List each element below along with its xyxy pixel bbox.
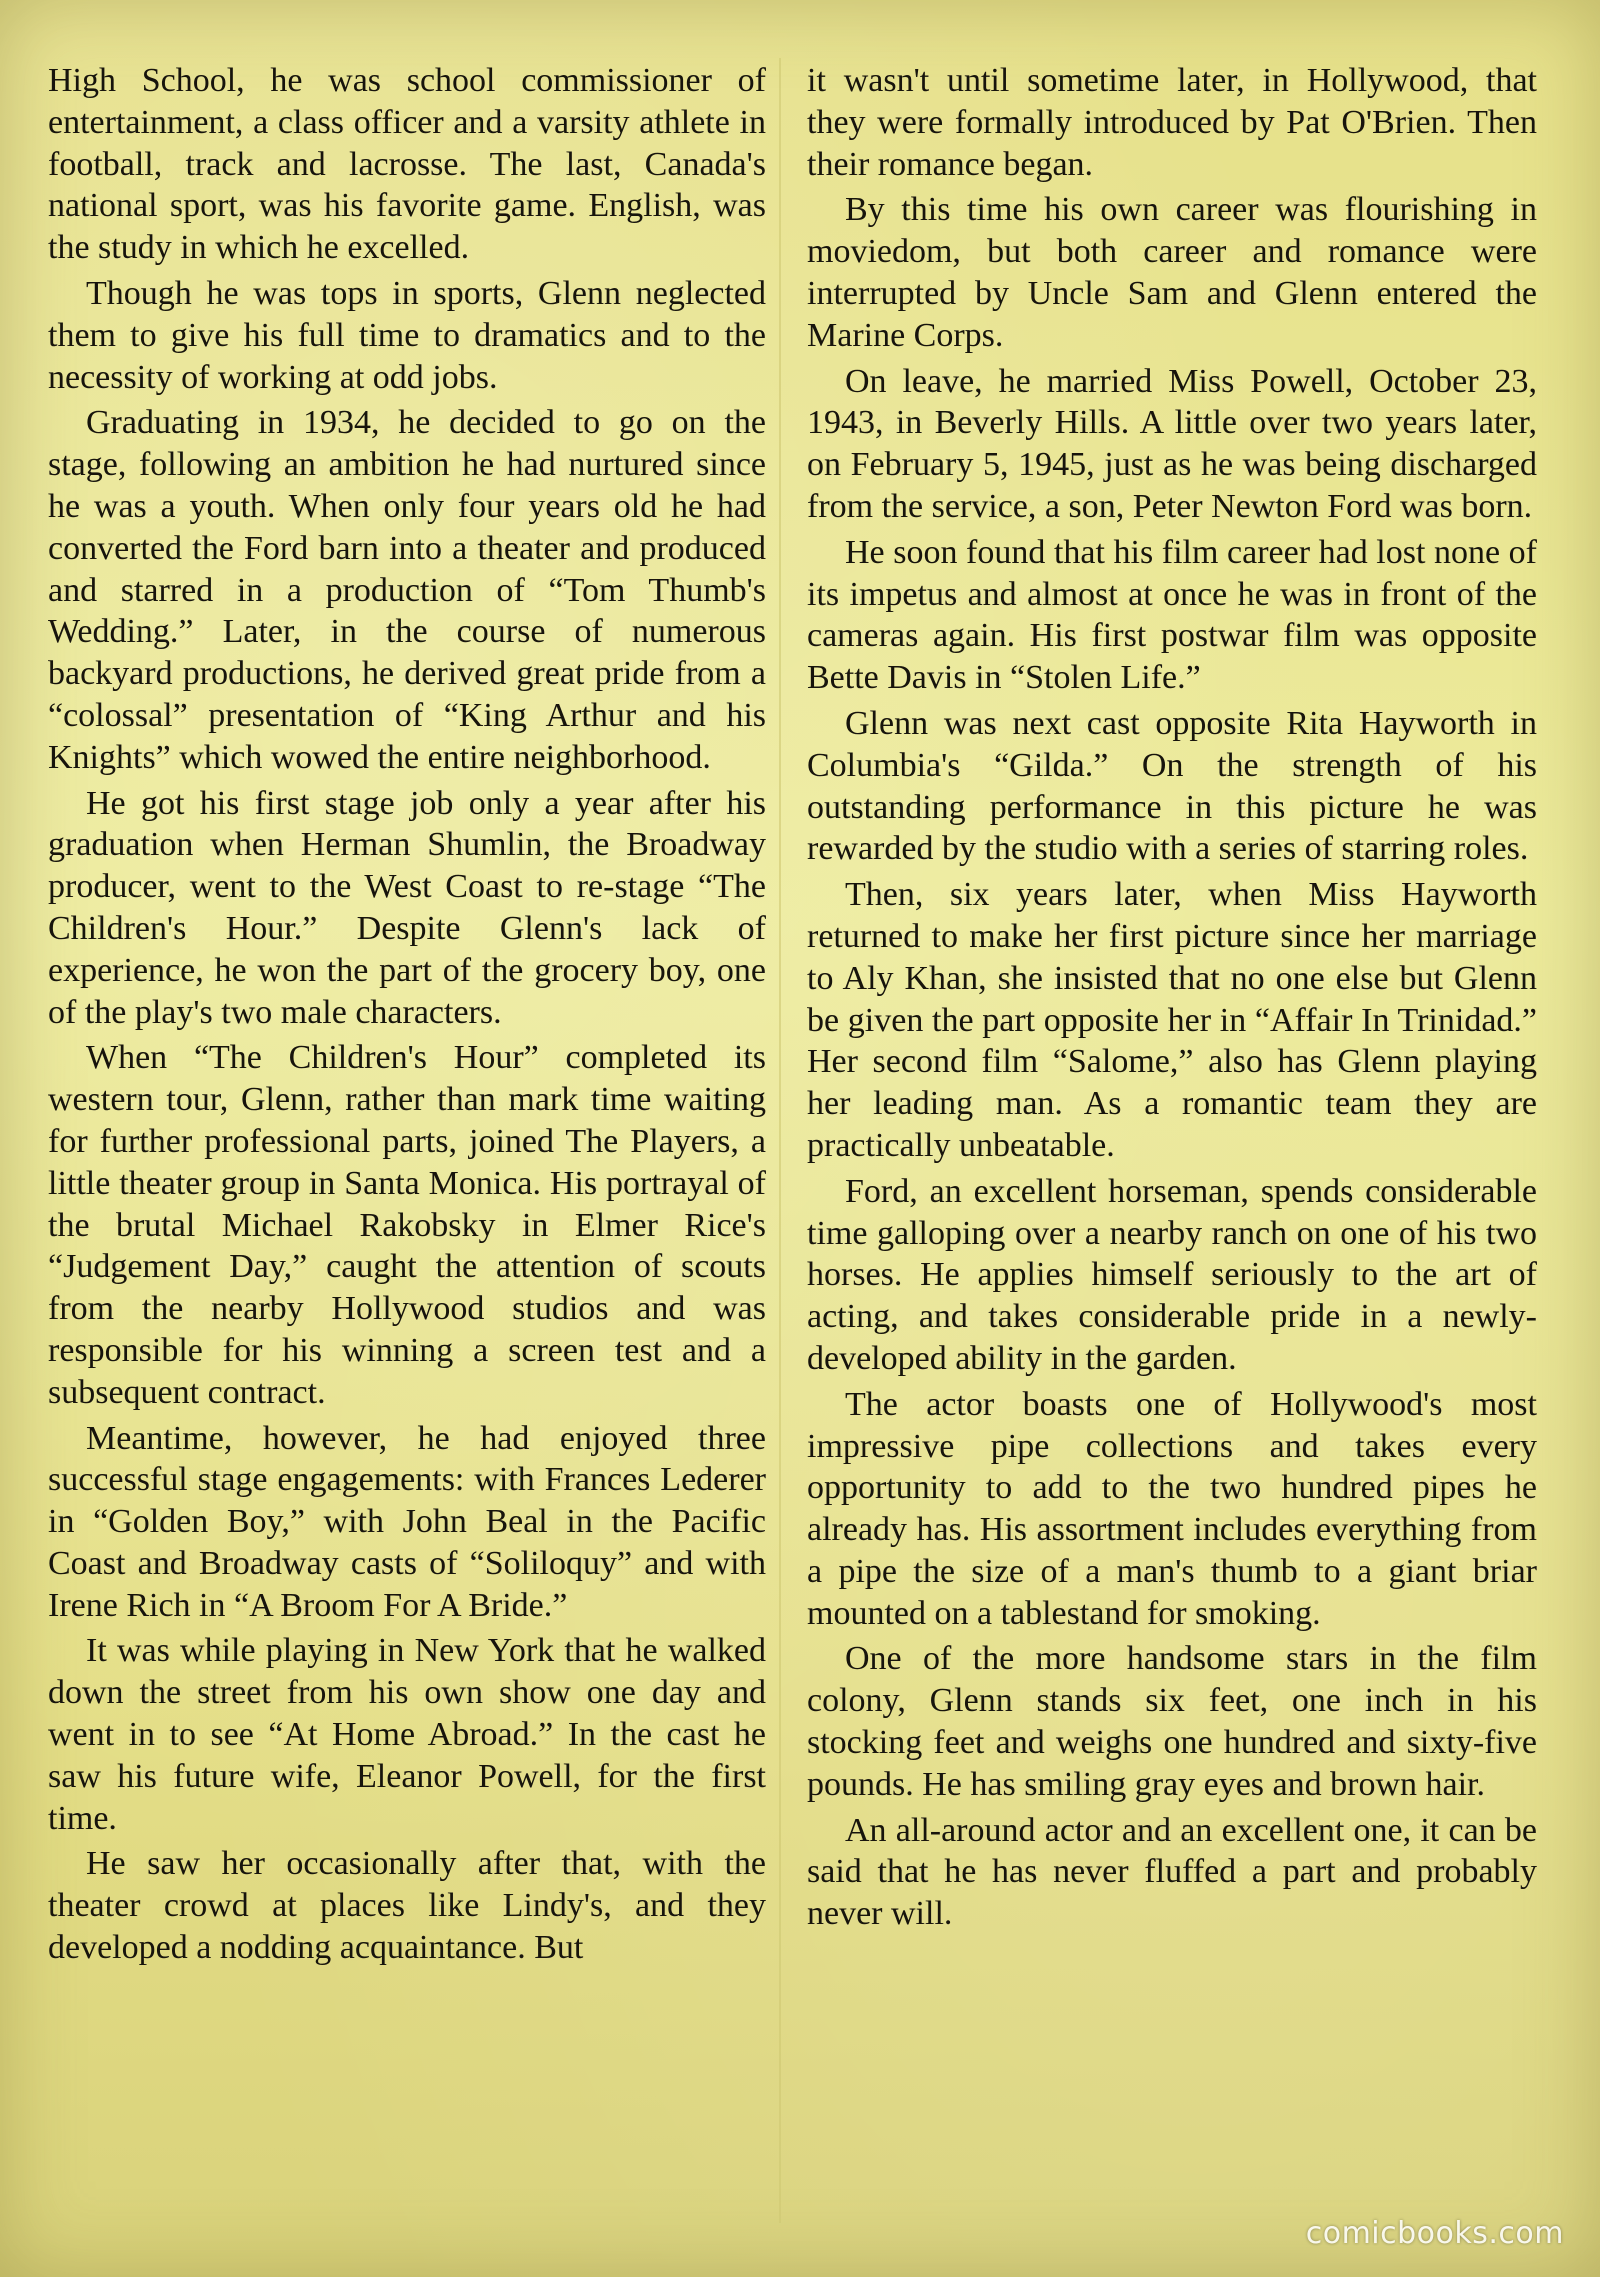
- article-paragraph: By this time his own career was flourishing in moviedom, but both career and romance were interrupted by Uncle Sam and Glenn entered the Marine Corps.: [807, 191, 1537, 354]
- article-column-right: [807, 60, 1537, 2220]
- article-paragraph: Ford, an excellent horseman, spends considerable time galloping over a nearby ranch on one of his two horses. He applies himself seriously to the art of acting, and takes considerable pride in a newly-developed ability in the garden.: [807, 1172, 1537, 1377]
- article-paragraph: Meantime, however, he had enjoyed three successful stage engagements: with Frances Lederer in “Golden Boy,” with John Beal in the Pacific Coast and Broadway casts of “Soliloquy” and with Irene Rich in “A Broom For A Bride.”: [48, 1419, 766, 1624]
- article-paragraph: Graduating in 1934, he decided to go on the stage, following an ambition he had nurtured since he was a youth. When only four years old he had converted the Ford barn into a theater and produced and starred in a production of “Tom Thumb's Wedding.” Later, in the course of numerous backyard productions, he derived great pride from a “colossal” presentation of “King Arthur and his Knights” which wowed the entire neighborhood.: [48, 404, 766, 776]
- article-paragraph: It was while playing in New York that he walked down the street from his own show one day and went in to see “At Home Abroad.” In the cast he saw his future wife, Eleanor Powell, for the first time.: [48, 1632, 766, 1837]
- article-paragraph: Though he was tops in sports, Glenn neglected them to give his full time to dramatics and to the necessity of working at odd jobs.: [48, 274, 766, 396]
- article-paragraph: it wasn't until sometime later, in Hollywood, that they were formally introduced by Pat O'Brien. Then their romance began.: [807, 62, 1537, 183]
- article-column-left: [48, 60, 766, 2220]
- article-paragraph: High School, he was school commissioner of entertainment, a class officer and a varsity athlete in football, track and lacrosse. The last, Canada's national sport, was his favorite game. English, was the study in which he excelled.: [48, 62, 766, 267]
- article-paragraph: One of the more handsome stars in the film colony, Glenn stands six feet, one inch in his stocking feet and weighs one hundred and sixty-five pounds. He has smiling gray eyes and brown hair.: [807, 1640, 1537, 1803]
- article-paragraph: He saw her occasionally after that, with the theater crowd at places like Lindy's, and they developed a nodding acquaintance. But: [48, 1845, 766, 1967]
- article-paragraph: On leave, he married Miss Powell, October 23, 1943, in Beverly Hills. A little over two years later, on February 5, 1945, just as he was being discharged from the service, a son, Peter Newton Ford was born.: [807, 362, 1537, 525]
- site-watermark: comicbooks.com: [1305, 2216, 1564, 2251]
- article-paragraph: The actor boasts one of Hollywood's most impressive pipe collections and takes every opportunity to add to the two hundred pipes he already has. His assortment includes everything from a pipe the size of a man's thumb to a giant briar mounted on a tablestand for smoking.: [807, 1385, 1537, 1632]
- article-paragraph: He soon found that his film career had lost none of its impetus and almost at once he was in front of the cameras again. His first postwar film was opposite Bette Davis in “Stolen Life.”: [807, 533, 1537, 697]
- article-paragraph: When “The Children's Hour” completed its western tour, Glenn, rather than mark time waiting for further professional parts, joined The Players, a little theater group in Santa Monica. His portrayal of the brutal Michael Rakobsky in Elmer Rice's “Judgement Day,” caught the attention of scouts from the nearby Hollywood studios and was responsible for his winning a screen test and a subsequent contract.: [48, 1039, 766, 1411]
- article-paragraph: Glenn was next cast opposite Rita Hayworth in Columbia's “Gilda.” On the strength of his outstanding performance in this picture he was rewarded by the studio with a series of starring roles.: [807, 704, 1537, 868]
- column-divider: [779, 58, 781, 2223]
- article-paragraph: An all-around actor and an excellent one, it can be said that he has never fluffed a part and probably never will.: [807, 1811, 1537, 1933]
- article-paragraph: He got his first stage job only a year after his graduation when Herman Shumlin, the Broadway producer, went to the West Coast to re-stage “The Children's Hour.” Despite Glenn's lack of experience, he won the part of the grocery boy, one of the play's two male characters.: [48, 784, 766, 1031]
- article-paragraph: Then, six years later, when Miss Hayworth returned to make her first picture since her marriage to Aly Khan, she insisted that no one else but Glenn be given the part opposite her in “Affair In Trinidad.” Her second film “Salome,” also has Glenn playing her leading man. As a romantic team they are practically unbeatable.: [807, 876, 1537, 1164]
